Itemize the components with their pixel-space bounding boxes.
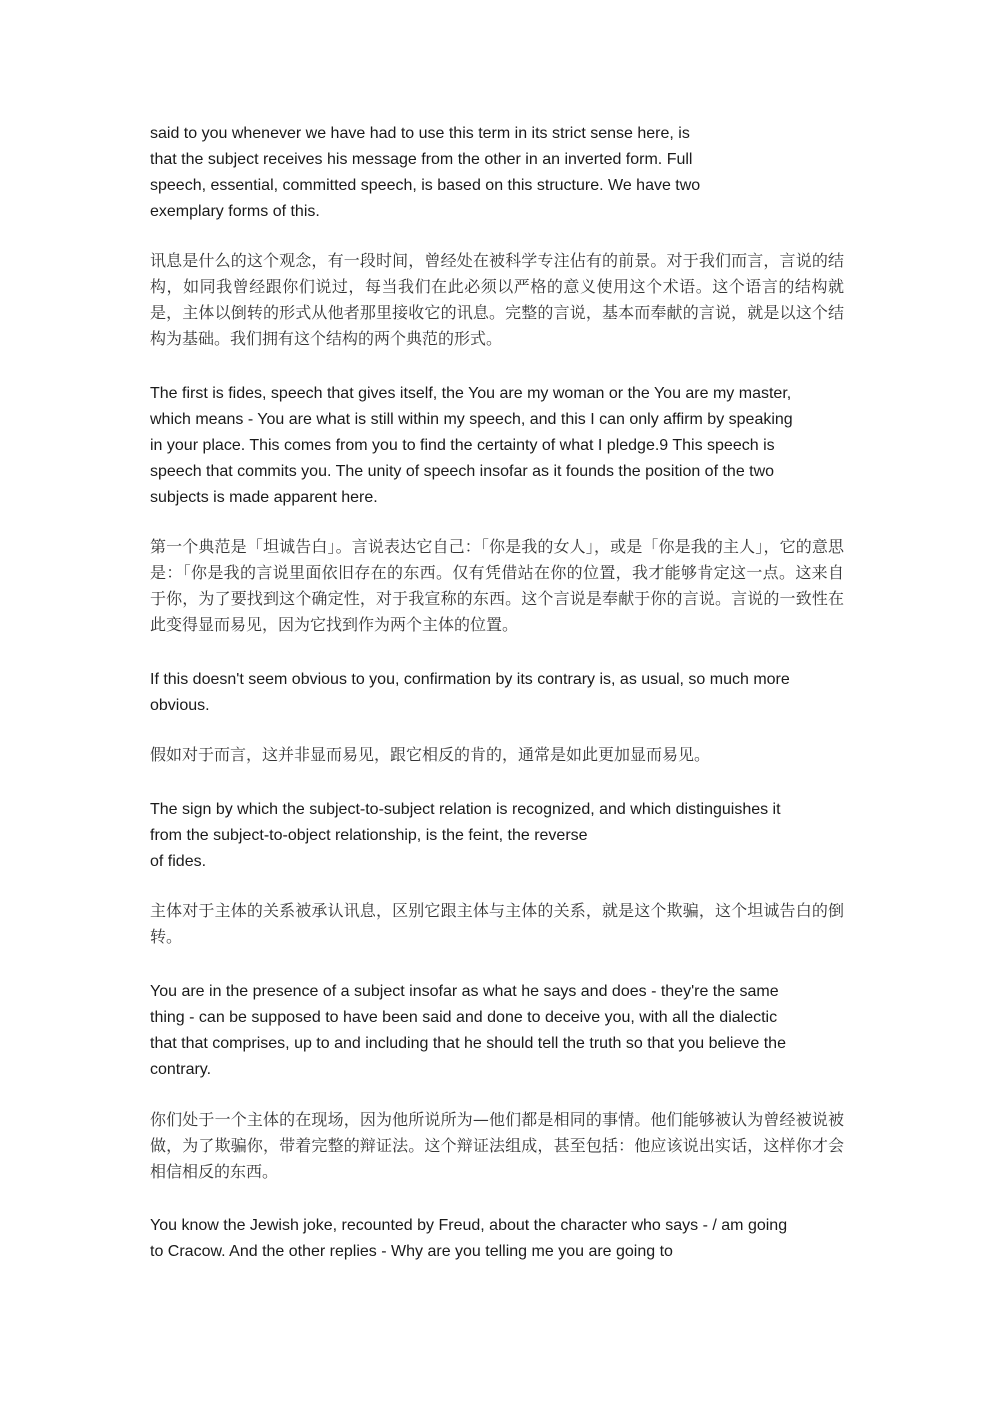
paragraph-zh-3: 假如对于而言，这并非显而易见，跟它相反的肯的，通常是如此更加显而易见。 bbox=[150, 745, 711, 764]
paragraph-en-2: The first is fides, speech that gives itself, the You are my woman or the You are my master, which means - You are what is still within my speech, and this I can only affirm by speaking in your place. This comes from you to find the certainty of what I pledge.9 This speech is speech that commits you. The unity of speech insofar as it founds the position of the two subjects is made apparent here. bbox=[150, 385, 793, 506]
paragraph-en-3: If this doesn't seem obvious to you, confirmation by its contrary is, as usual, so much more obvious. bbox=[150, 671, 790, 714]
paragraph-zh-4: 主体对于主体的关系被承认讯息，区别它跟主体与主体的关系，就是这个欺骗，这个坦诚告白的倒转。 bbox=[150, 901, 844, 946]
paragraph-en-1: said to you whenever we have had to use this term in its strict sense here, is that the subject receives his message from the other in an inverted form. Full speech, essential, committed speech, is based on this structure. We have two exemplary forms of this. bbox=[150, 125, 701, 220]
paragraph-zh-5: 你们处于一个主体的在现场，因为他所说所为—他们都是相同的事情。他们能够被认为曾经被说被做，为了欺骗你，带着完整的辩证法。这个辩证法组成，甚至包括：他应该说出实话，这样你才会相信相反的东西。 bbox=[150, 1110, 844, 1181]
paragraph-en-6: You know the Jewish joke, recounted by Freud, about the character who says - / am going to Cracow. And the other replies - Why are you telling me you are going to bbox=[150, 1217, 788, 1260]
paragraph-zh-1: 讯息是什么的这个观念，有一段时间，曾经处在被科学专注佔有的前景。对于我们而言，言说的结构，如同我曾经跟你们说过，每当我们在此必须以严格的意义使用这个术语。这个语言的结构就是，主体以倒转的形式从他者那里接收它的讯息。完整的言说，基本而奉献的言说，就是以这个结构为基础。我们拥有这个结构的两个典范的形式。 bbox=[150, 251, 844, 348]
paragraph-en-4: The sign by which the subject-to-subject relation is recognized, and which distinguishes it from the subject-to-object relationship, is the feint, the reverse of fides. bbox=[150, 801, 781, 870]
paragraph-en-5: You are in the presence of a subject insofar as what he says and does - they're the same thing - can be supposed to have been said and done to deceive you, with all the dialectic that that comprises, up to and including that he should tell the truth so that you believe the contrary. bbox=[150, 983, 786, 1078]
paragraph-zh-2: 第一个典范是「坦诚告白」。言说表达它自己：「你是我的女人」，或是「你是我的主人」，它的意思是：「你是我的言说里面依旧存在的东西。仅有凭借站在你的位置，我才能够肯定这一点。这来自于你，为了要找到这个确定性，对于我宣称的东西。这个言说是奉献于你的言说。言说的一致性在此变得显而易见，因为它找到作为两个主体的位置。 bbox=[150, 537, 844, 634]
